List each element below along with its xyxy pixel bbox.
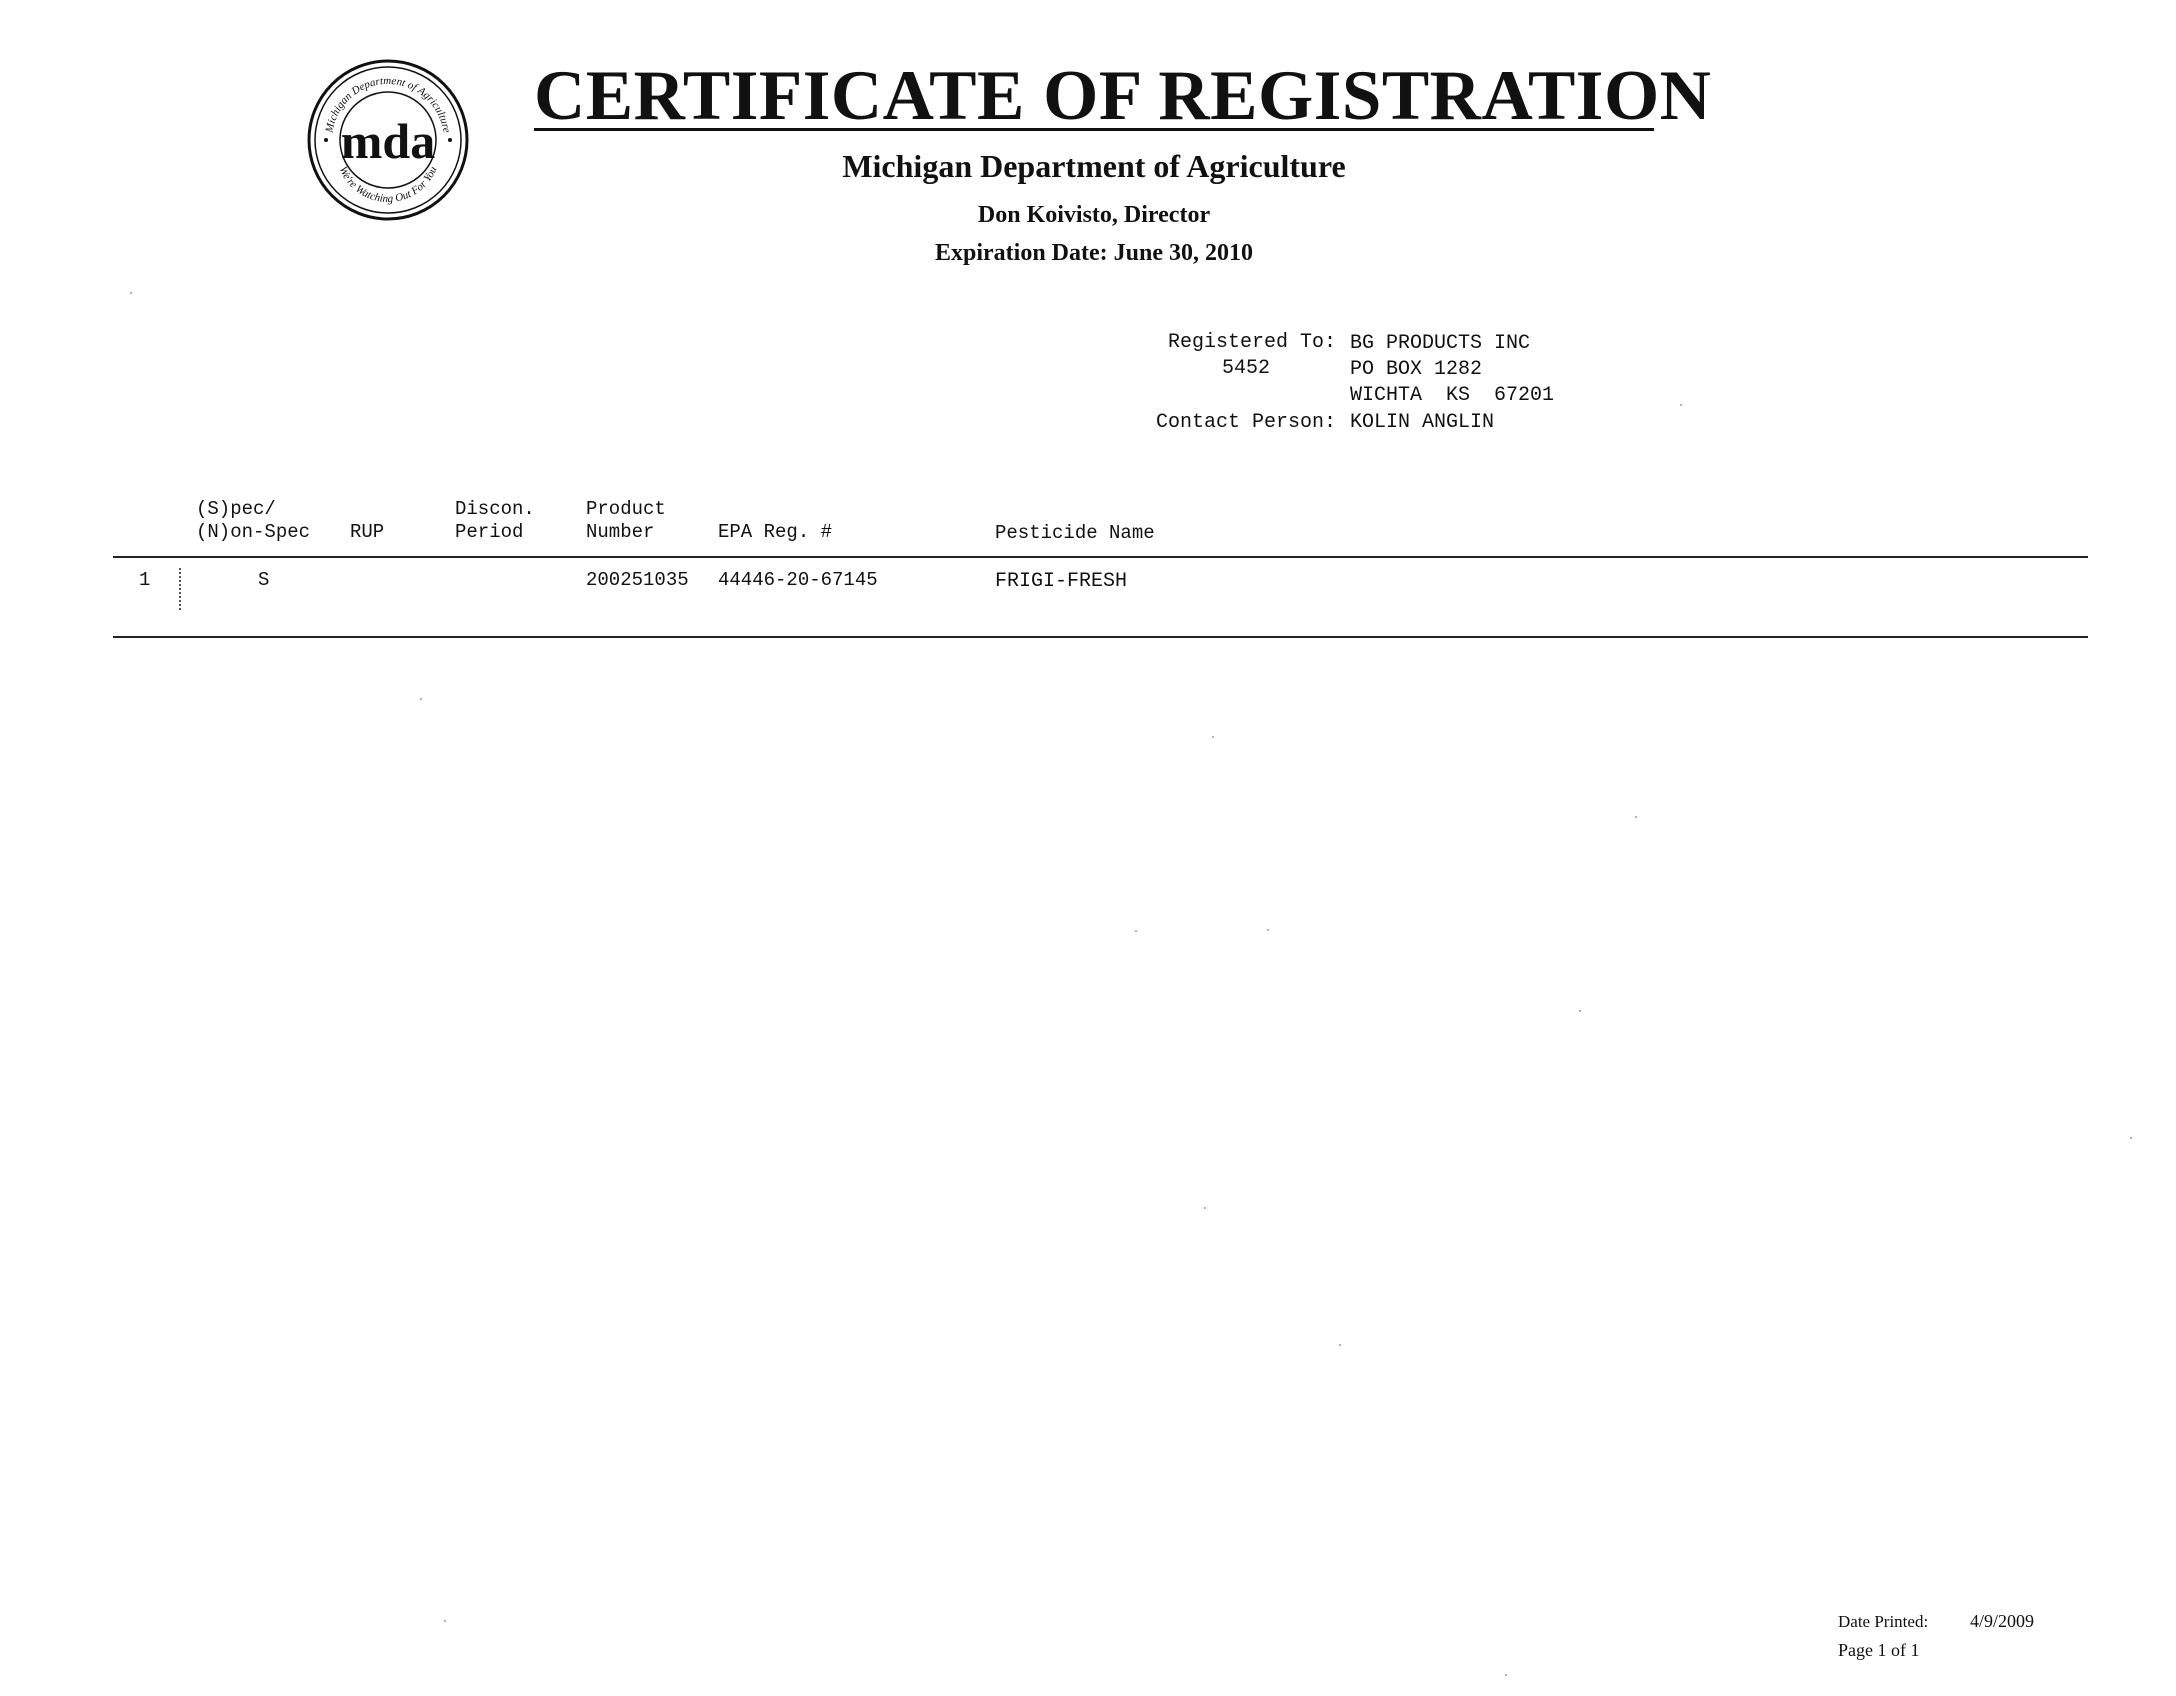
mda-seal-logo	[306, 58, 470, 222]
scan-speck	[1680, 404, 1682, 406]
header-discon-line2: Period	[455, 521, 524, 543]
header-epa-reg: EPA Reg. #	[718, 521, 833, 543]
row-spec: S	[258, 569, 270, 591]
expiration-date: Expiration Date: June 30, 2010	[935, 240, 1253, 266]
address-line-2: WICHTA KS 67201	[1350, 384, 1555, 407]
row-epa-reg: 44446-20-67145	[718, 569, 878, 591]
registrant-name: BG PRODUCTS INC	[1350, 332, 1531, 355]
header-product-line2: Number	[586, 521, 655, 543]
header-product-line1: Product	[586, 498, 666, 520]
svg-text:mda: mda	[340, 113, 436, 169]
scan-speck	[420, 698, 422, 700]
title-underline	[534, 128, 1654, 131]
row-index: 1	[139, 569, 151, 591]
scan-speck	[2130, 1137, 2132, 1139]
row-dotted-marker	[179, 568, 181, 610]
registrant-number: 5452	[1222, 357, 1271, 380]
page-indicator: Page 1 of 1	[1838, 1640, 1920, 1660]
contact-person-name: KOLIN ANGLIN	[1350, 411, 1495, 434]
address-line-1: PO BOX 1282	[1350, 358, 1483, 381]
header-spec-line1: (S)pec/	[196, 498, 276, 520]
department-name: Michigan Department of Agriculture	[842, 148, 1346, 184]
scan-speck	[1135, 930, 1137, 932]
scan-speck	[1339, 1344, 1341, 1346]
svg-text:We're Watching Out For You: We're Watching Out For You	[336, 164, 440, 206]
row-product-number: 200251035	[586, 569, 689, 591]
director-name: Don Koivisto, Director	[977, 202, 1211, 228]
scan-speck	[1267, 929, 1269, 931]
scan-speck	[1505, 1674, 1507, 1676]
contact-person-label: Contact Person:	[1155, 411, 1336, 434]
scan-speck	[1212, 736, 1214, 738]
certificate-title: CERTIFICATE OF REGISTRATION	[534, 57, 1712, 135]
registered-to-label: Registered To:	[1167, 331, 1336, 354]
header-discon-line1: Discon.	[455, 498, 535, 520]
svg-text:Michigan Department of Agricul: Michigan Department of Agriculture	[323, 74, 453, 134]
header-pesticide-name: Pesticide Name	[995, 522, 1155, 544]
scan-speck	[1635, 816, 1637, 818]
scan-speck	[1579, 1010, 1581, 1012]
scan-speck	[444, 1620, 446, 1622]
scan-speck	[130, 292, 132, 294]
date-printed-label: Date Printed:	[1838, 1612, 1929, 1631]
header-rup: RUP	[350, 521, 385, 543]
row-pesticide-name: FRIGI-FRESH	[995, 570, 1128, 593]
table-header-rule	[113, 556, 2088, 558]
table-bottom-rule	[113, 636, 2088, 638]
scan-speck	[1204, 1207, 1206, 1209]
date-printed-value: 4/9/2009	[1970, 1611, 2035, 1631]
header-spec-line2: (N)on-Spec	[196, 521, 311, 543]
